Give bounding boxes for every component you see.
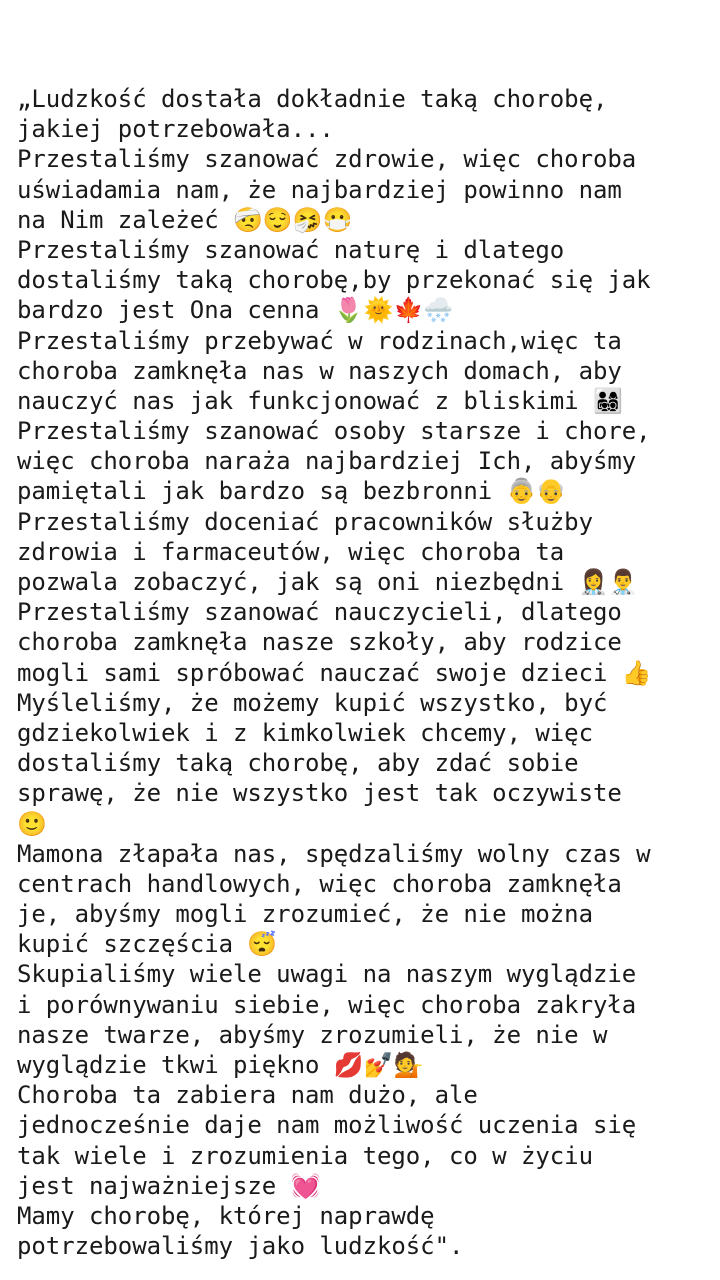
text-line: nasze twarze, abyśmy zrozumieli, że nie w: [17, 1020, 608, 1049]
text-line: Myśleliśmy, że możemy kupić wszystko, być: [17, 688, 608, 717]
text-line: jakiej potrzebowała...: [17, 115, 334, 144]
text-line: potrzebowaliśmy jako ludzkość".: [17, 1232, 464, 1261]
text-line: bardzo jest Ona cenna 🌷🌞🍁🌨️: [17, 296, 454, 325]
text-line: Przestaliśmy doceniać pracowników służby: [17, 507, 593, 536]
text-line: tak wiele i zrozumienia tego, co w życiu: [17, 1141, 593, 1170]
text-line: choroba zamknęła nas w naszych domach, aby: [17, 356, 622, 385]
text-line: Przestaliśmy szanować osoby starsze i chore,: [17, 417, 651, 446]
text-line: pozwala zobaczyć, jak są oni niezbędni 👩‍⚕️👨‍⚕️: [17, 568, 639, 596]
text-line: Przestaliśmy przebywać w rodzinach,więc ta: [17, 326, 622, 355]
text-line: kupić szczęścia 😴: [17, 930, 278, 959]
text-line: centrach handlowych, więc choroba zamknęła: [17, 869, 622, 898]
text-line: dostaliśmy taką chorobę, aby zdać sobie: [17, 749, 579, 778]
text-line: gdziekolwiek i z kimkolwiek chcemy, więc: [17, 718, 593, 747]
text-line: mogli sami spróbować nauczać swoje dzieci 👍: [17, 658, 652, 687]
text-line: Mamona złapała nas, spędzaliśmy wolny czas w: [17, 839, 651, 868]
text-line: więc choroba naraża najbardziej Ich, abyśmy: [17, 447, 637, 476]
text-line: Przestaliśmy szanować zdrowie, więc choroba: [17, 145, 637, 174]
text-line: sprawę, że nie wszystko jest tak oczywiste: [17, 779, 622, 808]
text-line: i porównywaniu siebie, więc choroba zakryła: [17, 990, 637, 1019]
text-line: jest najważniejsze 💓: [17, 1171, 321, 1200]
post-text: [17, 84, 717, 1261]
text-line: choroba zamknęła nasze szkoły, aby rodzice: [17, 628, 622, 657]
text-line: je, abyśmy mogli zrozumieć, że nie można: [17, 900, 593, 929]
text-line: wyglądzie tkwi piękno 💋💅💁: [17, 1051, 424, 1079]
text-line: na Nim zależeć 🤕😌🤧😷: [17, 205, 353, 234]
text-line: Choroba ta zabiera nam dużo, ale: [17, 1081, 478, 1110]
text-line: Mamy chorobę, której naprawdę: [17, 1201, 435, 1230]
text-line: „Ludzkość dostała dokładnie taką chorobę,: [17, 85, 608, 113]
text-line: nauczyć nas jak funkcjonować z bliskimi 👨‍👩‍👧‍👦: [17, 386, 623, 415]
text-line: zdrowia i farmaceutów, więc choroba ta: [17, 537, 565, 566]
text-line: Skupialiśmy wiele uwagi na naszym wyglądzie: [17, 960, 637, 989]
text-line: dostaliśmy taką chorobę,by przekonać się jak: [17, 266, 651, 295]
text-line: pamiętali jak bardzo są bezbronni 👵👴: [17, 477, 567, 506]
text-line: uświadamia nam, że najbardziej powinno nam: [17, 175, 622, 204]
text-line: Przestaliśmy szanować nauczycieli, dlatego: [17, 598, 622, 627]
text-line: Przestaliśmy szanować naturę i dlatego: [17, 235, 565, 264]
text-line: jednocześnie daje nam możliwość uczenia się: [17, 1111, 637, 1140]
text-line: 🙂: [17, 809, 47, 838]
